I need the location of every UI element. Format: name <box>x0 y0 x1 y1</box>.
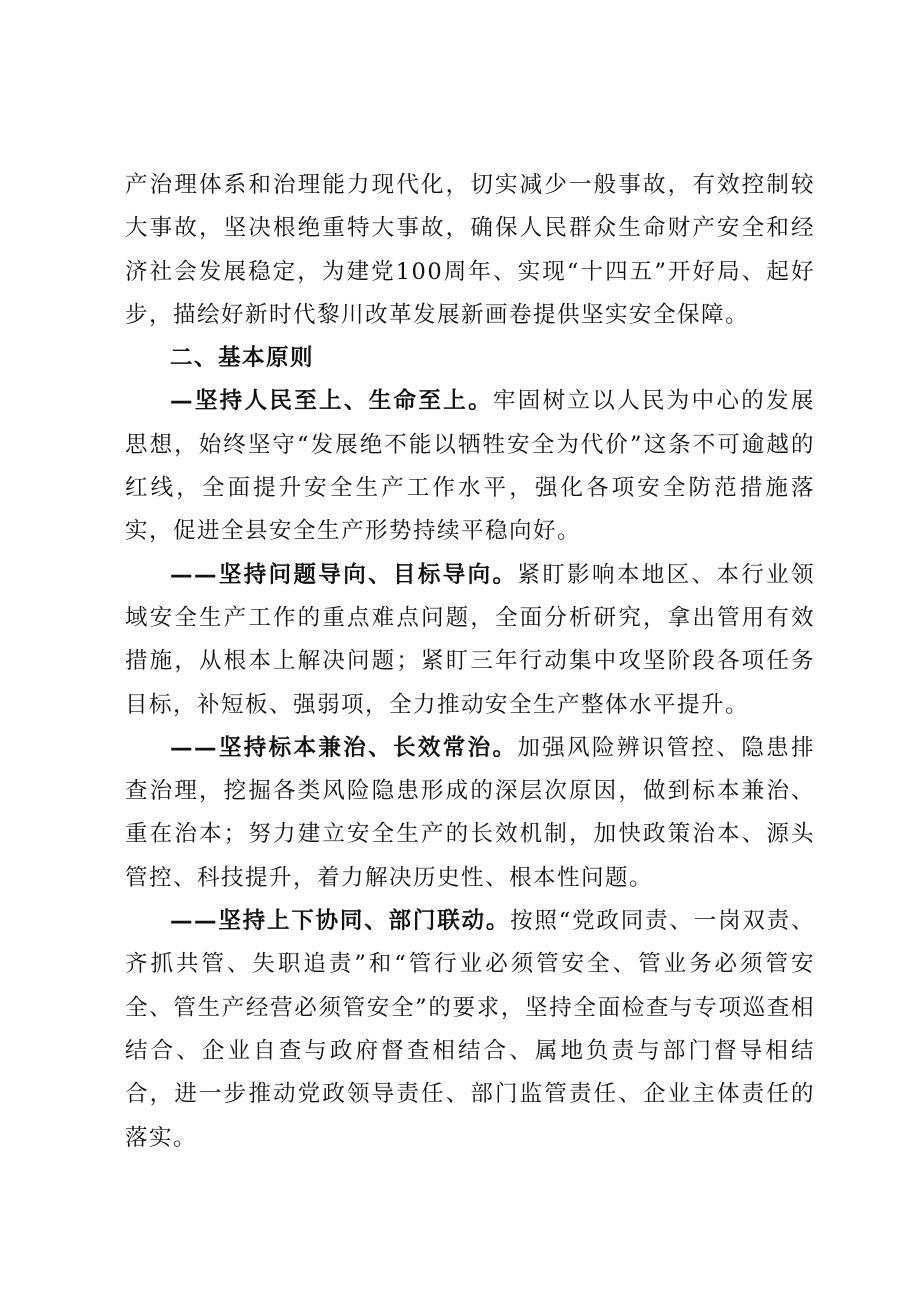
document-page <box>125 164 815 1160</box>
principle-paragraph <box>125 380 815 553</box>
principle-body: 按照“党政同责、一岗双责、齐抓共管、失职追责”和“管行业必须管安全、管业务必须管安全、管生产经营必须管安全”的要求，坚持全面检查与专项巡查相结合、企业自查与政府督查相结合、属地负责与部门督导相结合，进一步推动党政领导责任、部门监管责任、企业主体责任的落实。 <box>125 908 815 1151</box>
principle-lead: —坚持人民至上、生命至上。 <box>170 388 493 415</box>
principle-body: 紧盯影响本地区、本行业领域安全生产工作的重点难点问题，全面分析研究，拿出管用有效措施，从根本上解决问题；紧盯三年行动集中攻坚阶段各项任务目标，补短板、强弱项，全力推动安全生产整体水平提升。 <box>125 561 815 718</box>
section-heading: 二、基本原则 <box>170 345 315 372</box>
principle-body: 加强风险辨识管控、隐患排查治理，挖掘各类风险隐患形成的深层次原因，做到标本兼治、重在治本；努力建立安全生产的长效机制，加快政策治本、源头管控、科技提升，着力解决历史性、根本性问题。 <box>125 734 815 891</box>
principle-paragraph <box>125 554 815 727</box>
principle-lead: ——坚持问题导向、目标导向。 <box>170 561 518 588</box>
principle-body: 牢固树立以人民为中心的发展思想，始终坚守“发展绝不能以牺牲安全为代价”这条不可逾越的红线，全面提升安全生产工作水平，强化各项安全防范措施落实，促进全县安全生产形势持续平稳向好。 <box>125 388 815 545</box>
principle-lead: ——坚持标本兼治、长效常治。 <box>170 734 518 761</box>
principle-paragraph <box>125 900 815 1160</box>
intro-paragraph: 产治理体系和治理能力现代化，切实减少一般事故，有效控制较大事故，坚决根绝重特大事故，确保人民群众生命财产安全和经济社会发展稳定，为建党100周年、实现“十四五”开好局、起好步，描绘好新时代黎川改革发展新画卷提供坚实安全保障。 <box>125 172 815 328</box>
principle-paragraph <box>125 727 815 900</box>
principle-lead: ——坚持上下协同、部门联动。 <box>170 908 511 935</box>
